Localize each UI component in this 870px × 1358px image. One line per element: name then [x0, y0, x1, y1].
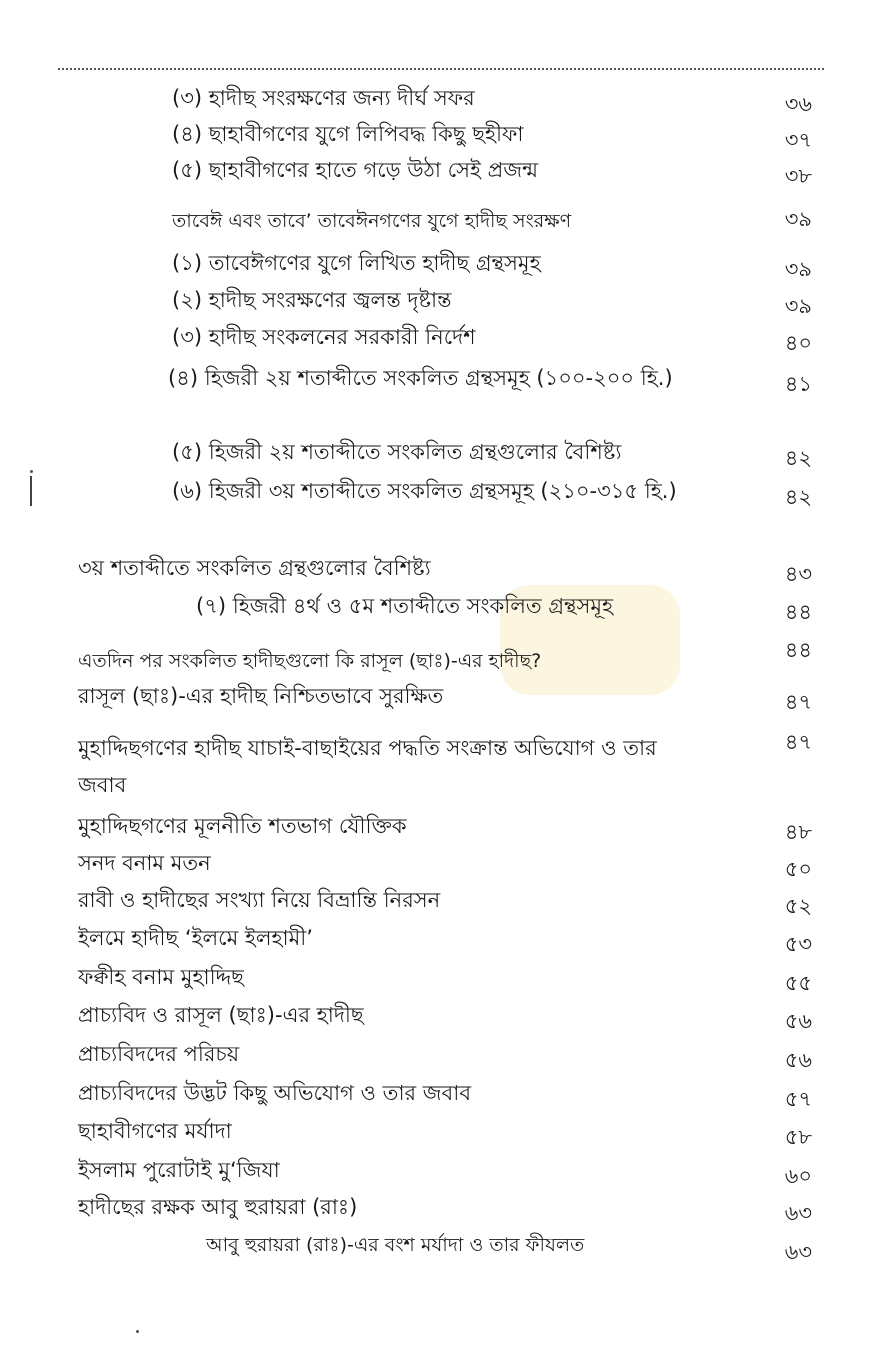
toc-page-number: ৩৭ — [784, 128, 812, 152]
toc-entry-title: এতদিন পর সংকলিত হাদীছগুলো কি রাসূল (ছাঃ)-এর হাদীছ? — [78, 650, 542, 672]
toc-page-number: ৩৯ — [784, 207, 812, 231]
toc-page-number: ৪৪ — [784, 638, 812, 662]
toc-entry-title: প্রাচ্যবিদদের উদ্ভট কিছু অভিযোগ ও তার জবাব — [78, 1081, 472, 1105]
toc-entry-title: ছাহাবীগণের মর্যাদা — [78, 1119, 232, 1143]
toc-entry-title: (৭) হিজরী ৪র্থ ও ৫ম শতাব্দীতে সংকলিত গ্রন্থসমূহ — [196, 594, 614, 618]
toc-entry-title: আবু হুরায়রা (রাঃ)-এর বংশ মর্যাদা ও তার ফীযলত — [206, 1234, 585, 1256]
toc-entry-title: (৫) হিজরী ২য় শতাব্দীতে সংকলিত গ্রন্থগুলোর বৈশিষ্ট্য — [172, 440, 622, 464]
toc-entry — [168, 360, 728, 397]
toc-entry-title: (৫) ছাহাবীগণের হাতে গড়ে উঠা সেই প্রজন্ম — [172, 158, 539, 182]
toc-page-number: ৪৭ — [784, 730, 812, 754]
toc-entry — [78, 730, 658, 804]
toc-entry-title: সনদ বনাম মতন — [78, 851, 211, 875]
toc-page-number: ৫৮ — [784, 1125, 812, 1149]
toc-entry-title: ফক্বীহ বনাম মুহাদ্দিছ — [78, 965, 244, 989]
toc-page-number: ৬৩ — [784, 1240, 812, 1264]
toc-entry-title: রাসূল (ছাঃ)-এর হাদীছ নিশ্চিতভাবে সুরক্ষিত — [78, 684, 444, 708]
toc-entry — [172, 473, 712, 510]
toc-page-number: ৩৮ — [784, 164, 812, 188]
toc-entry-title: হাদীছের রক্ষক আবু হুরায়রা (রাঃ) — [78, 1195, 358, 1219]
toc-page-number: ৬৩ — [784, 1201, 812, 1225]
toc-page-number: ৪১ — [784, 372, 812, 396]
toc-entry-title: (২) হাদীছ সংরক্ষণের জ্বলন্ত দৃষ্টান্ত — [172, 288, 452, 312]
toc-entry-title: মুহাদ্দিছগণের মূলনীতি শতভাগ যৌক্তিক — [78, 814, 407, 838]
toc-page-number: ৪২ — [784, 485, 812, 509]
toc-page-number: ৪৭ — [784, 690, 812, 714]
toc-entry-title: (৩) হাদীছ সংকলনের সরকারী নির্দেশ — [172, 325, 476, 349]
toc-page-number: ৫৬ — [784, 1009, 812, 1033]
toc-page-number: ৫৬ — [784, 1048, 812, 1072]
toc-page-number: ৪০ — [784, 331, 812, 355]
toc-page-number: ৫৩ — [784, 932, 812, 956]
toc-entry-title: তাবেঈ এবং তাবে’ তাবেঈনগণের যুগে হাদীছ সংরক্ষণ — [172, 210, 572, 232]
toc-page-number: ৪৪ — [784, 600, 812, 624]
toc-page-number: ৪৩ — [784, 562, 812, 586]
toc-page-number: ৫২ — [784, 894, 812, 918]
toc-page-number: ৪৮ — [784, 820, 812, 844]
toc-page-number: ৩৯ — [784, 257, 812, 281]
toc-entry-title: (৩) হাদীছ সংরক্ষণের জন্য দীর্ঘ সফর — [172, 86, 475, 110]
toc-entry-title: (১) তাবেঈগণের যুগে লিখিত হাদীছ গ্রন্থসমূহ — [172, 251, 541, 275]
toc-page-number: ৫৭ — [784, 1087, 812, 1111]
toc-page-number: ৩৬ — [784, 92, 812, 116]
toc-entry-title: রাবী ও হাদীছের সংখ্যা নিয়ে বিভ্রান্তি নিরসন — [78, 888, 441, 912]
toc-page-number: ৪২ — [784, 446, 812, 470]
toc-entry-title: প্রাচ্যবিদদের পরিচয় — [78, 1042, 240, 1066]
toc-page-number: ৬০ — [784, 1164, 812, 1188]
toc-page-number: ৫৫ — [784, 971, 812, 995]
toc-entry-title: (৬) হিজরী ৩য় শতাব্দীতে সংকলিত গ্রন্থসমূহ (২১০-৩১৫ হি.) — [172, 479, 677, 503]
toc-entry-title: ইসলাম পুরোটাই মু‘জিযা — [78, 1158, 280, 1182]
toc-page-number: ৫০ — [784, 857, 812, 881]
toc-entry-title: ৩য় শতাব্দীতে সংকলিত গ্রন্থগুলোর বৈশিষ্ট্য — [78, 556, 431, 580]
toc-page-number: ৩৯ — [784, 294, 812, 318]
toc-entry-title: (৪) হিজরী ২য় শতাব্দীতে সংকলিত গ্রন্থসমূহ (১০০-২০০ হি.) — [168, 366, 673, 390]
toc-entry-title: ইলমে হাদীছ ‘ইলমে ইলহামী’ — [78, 926, 313, 950]
toc-entry-title: প্রাচ্যবিদ ও রাসূল (ছাঃ)-এর হাদীছ — [78, 1003, 364, 1027]
toc-entry-title: (৪) ছাহাবীগণের যুগে লিপিবদ্ধ কিছু ছহীফা — [172, 122, 524, 146]
toc-entry-title: মুহাদ্দিছগণের হাদীছ যাচাই-বাছাইয়ের পদ্ধতি সংক্রান্ত অভিযোগ ও তার জবাব — [78, 736, 657, 797]
